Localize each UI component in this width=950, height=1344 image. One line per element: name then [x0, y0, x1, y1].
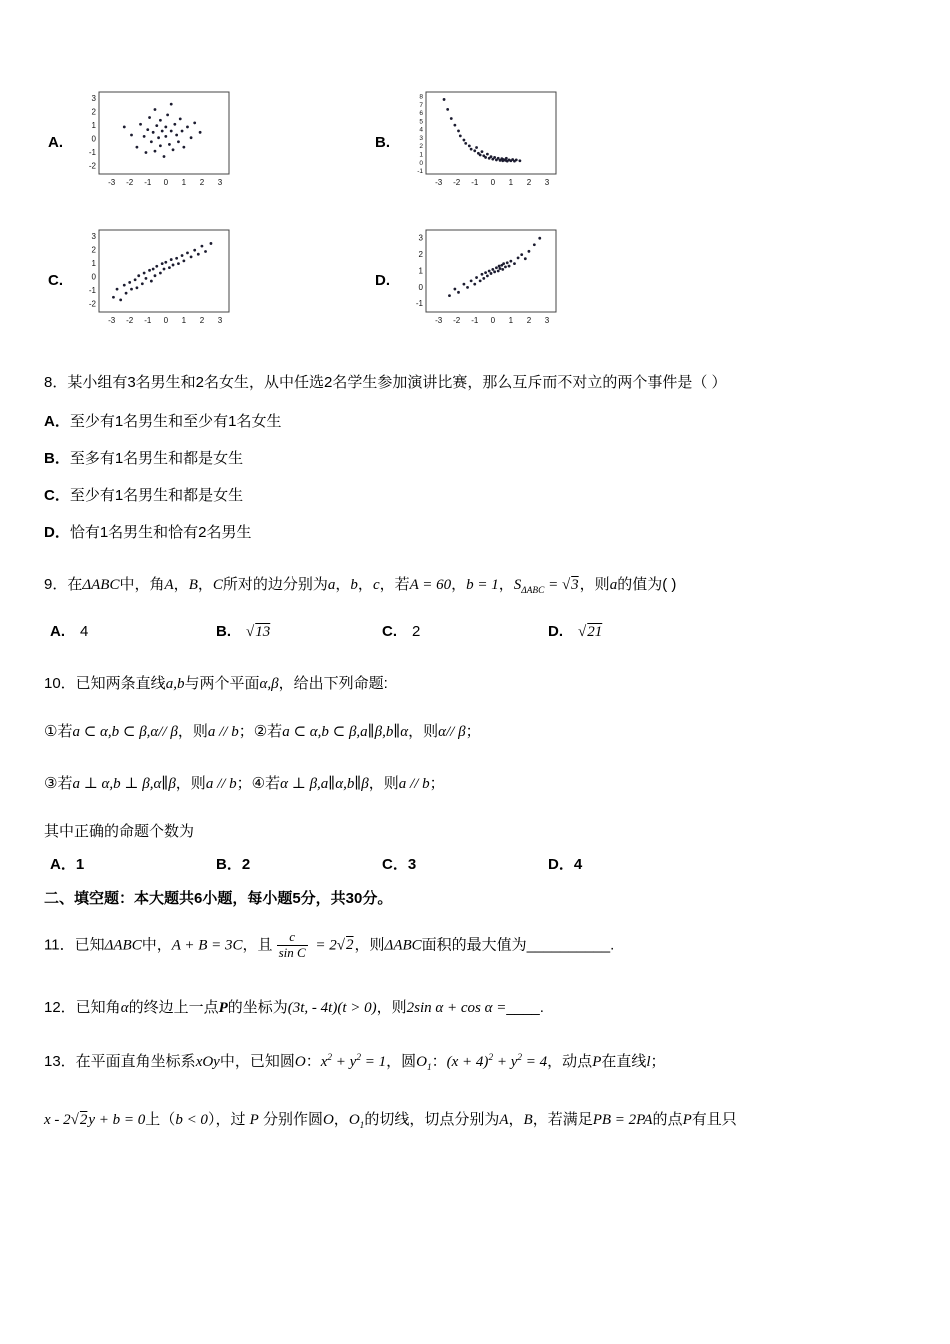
- question-8-option-b: B．至多有1名男生和都是女生: [44, 450, 244, 467]
- svg-text:-1: -1: [415, 299, 423, 309]
- svg-text:1: 1: [181, 178, 187, 187]
- svg-text:-3: -3: [108, 316, 116, 325]
- plot-row-2: [44, 226, 910, 334]
- svg-text:3: 3: [217, 178, 223, 187]
- question-10-option-b: B．2: [216, 856, 251, 873]
- plot-a: [48, 88, 237, 196]
- svg-text:-2: -2: [126, 178, 134, 187]
- question-9-stem: 9．在ΔABC中，角A，B，C所对的边分别为a，b，c，若A = 60，b = 1，$S_{\Delta ABC} = √3$，则a的值为( ): [44, 576, 677, 596]
- svg-text:2: 2: [418, 250, 423, 259]
- question-8-option-d: D．恰有1名男生和恰有2名男生: [44, 524, 252, 541]
- question-8-option-c: C．至少有1名男生和都是女生: [44, 487, 244, 504]
- question-10-proposition-line-1: ①若a ⊂ α,b ⊂ β,α// β，则a // b；②若a ⊂ α,b ⊂ β,a∥β,b∥α，则α// β；: [44, 723, 481, 740]
- question-10-option-a: A．1: [50, 856, 85, 873]
- svg-text:-3: -3: [435, 178, 443, 187]
- svg-text:6: 6: [419, 110, 423, 118]
- question-10-options: [50, 853, 910, 874]
- question-9-option-a: A. 4: [50, 623, 89, 640]
- svg-text:-3: -3: [108, 178, 116, 187]
- svg-text:1: 1: [508, 316, 514, 325]
- svg-text:-2: -2: [126, 316, 134, 325]
- svg-text:1: 1: [91, 259, 96, 269]
- question-8-stem: 8．某小组有3名男生和2名女生，从中任选2名学生参加演讲比赛，那么互斥而不对立的两个事件是（ ）: [44, 374, 727, 391]
- svg-text:-1: -1: [417, 168, 423, 176]
- svg-text:1: 1: [508, 178, 514, 187]
- svg-text:1: 1: [181, 316, 187, 325]
- svg-text:-1: -1: [471, 316, 479, 325]
- svg-text:3: 3: [217, 316, 223, 325]
- question-9-options: [50, 620, 910, 641]
- plot-a-label: A.: [48, 133, 63, 151]
- svg-text:2: 2: [526, 316, 532, 325]
- question-9-option-c: C. 2: [382, 623, 421, 640]
- svg-text:3: 3: [419, 134, 423, 142]
- svg-text:8: 8: [419, 93, 423, 101]
- svg-text:3: 3: [544, 316, 550, 325]
- svg-text:3: 3: [418, 233, 423, 243]
- question-9-option-b: B. √13: [216, 623, 271, 640]
- svg-text:0: 0: [490, 178, 496, 187]
- plot-c-label: C.: [48, 271, 63, 289]
- scatter-plot-a: [77, 88, 237, 196]
- svg-text:-2: -2: [453, 178, 461, 187]
- scatter-plot-b: [404, 88, 564, 196]
- question-9-option-d: D. √21: [548, 623, 603, 640]
- question-10-stem: 10．已知两条直线a,b与两个平面α,β，给出下列命题:: [44, 675, 388, 692]
- svg-text:2: 2: [419, 143, 423, 151]
- svg-text:-3: -3: [435, 316, 443, 325]
- svg-text:4: 4: [419, 126, 423, 134]
- section-2-header: 二、填空题：本大题共6小题，每小题5分，共30分。: [44, 890, 393, 907]
- svg-text:0: 0: [163, 178, 169, 187]
- question-11-stem: 11．已知ΔABC中，A + B = 3C，且 $\frac{c}{\text{sin C}}$ = 2√2，则ΔABC面积的最大值为__________.: [44, 929, 615, 960]
- svg-text:1: 1: [419, 151, 423, 159]
- svg-text:0: 0: [91, 272, 96, 282]
- svg-text:2: 2: [526, 178, 532, 187]
- question-10-option-c: C．3: [382, 856, 417, 873]
- svg-text:-1: -1: [88, 147, 96, 157]
- question-13-line-2: x - 2√2y + b = 0上（b < 0），过 P 分别作圆O，$O_1$的切线，切点分别为A，B，若满足PB = 2PA的点P有且只: [44, 1110, 737, 1131]
- svg-text:3: 3: [91, 94, 96, 104]
- svg-text:0: 0: [91, 134, 96, 144]
- svg-text:0: 0: [490, 316, 496, 325]
- plot-d: [375, 226, 564, 334]
- svg-text:5: 5: [419, 118, 423, 126]
- svg-text:7: 7: [419, 101, 423, 109]
- svg-text:0: 0: [419, 159, 423, 167]
- svg-text:-1: -1: [144, 178, 152, 187]
- svg-text:1: 1: [91, 121, 96, 131]
- plot-row-1: [44, 88, 910, 196]
- svg-text:3: 3: [544, 178, 550, 187]
- plot-b: [375, 88, 564, 196]
- question-10-option-d: D．4: [548, 856, 583, 873]
- question-8-option-a: A．至少有1名男生和至少有1名女生: [44, 413, 282, 430]
- svg-text:1: 1: [418, 266, 423, 276]
- svg-text:0: 0: [163, 316, 169, 325]
- svg-text:0: 0: [418, 282, 423, 292]
- question-13-line-1: 13．在平面直角坐标系xOy中，已知圆O：$x^2 + y^2 = 1$，圆$O_1$：$(x + 4)^2 + y^2 = 4$，动点P在直线l；: [44, 1052, 666, 1073]
- question-12-stem: 12．已知角α的终边上一点P的坐标为(3t, - 4t)(t > 0)，则2sin α + cos α =____.: [44, 998, 544, 1016]
- svg-text:3: 3: [91, 232, 96, 242]
- svg-text:-1: -1: [144, 316, 152, 325]
- svg-text:-2: -2: [88, 299, 96, 309]
- svg-text:2: 2: [91, 107, 96, 117]
- question-10-closing: 其中正确的命题个数为: [44, 823, 195, 840]
- plot-d-label: D.: [375, 271, 390, 289]
- svg-text:2: 2: [91, 245, 96, 255]
- plot-b-label: B.: [375, 133, 390, 151]
- svg-text:-1: -1: [471, 178, 479, 187]
- svg-text:2: 2: [199, 316, 205, 325]
- svg-text:-1: -1: [88, 285, 96, 295]
- scatter-plot-c: [77, 226, 237, 334]
- svg-text:2: 2: [199, 178, 205, 187]
- svg-text:-2: -2: [453, 316, 461, 325]
- scatter-plot-d: [404, 226, 564, 334]
- svg-text:-2: -2: [88, 161, 96, 171]
- plot-c: [48, 226, 237, 334]
- question-10-proposition-line-2: ③若a ⊥ α,b ⊥ β,α∥β，则a // b；④若α ⊥ β,a∥α,b∥β，则a // b；: [44, 775, 445, 792]
